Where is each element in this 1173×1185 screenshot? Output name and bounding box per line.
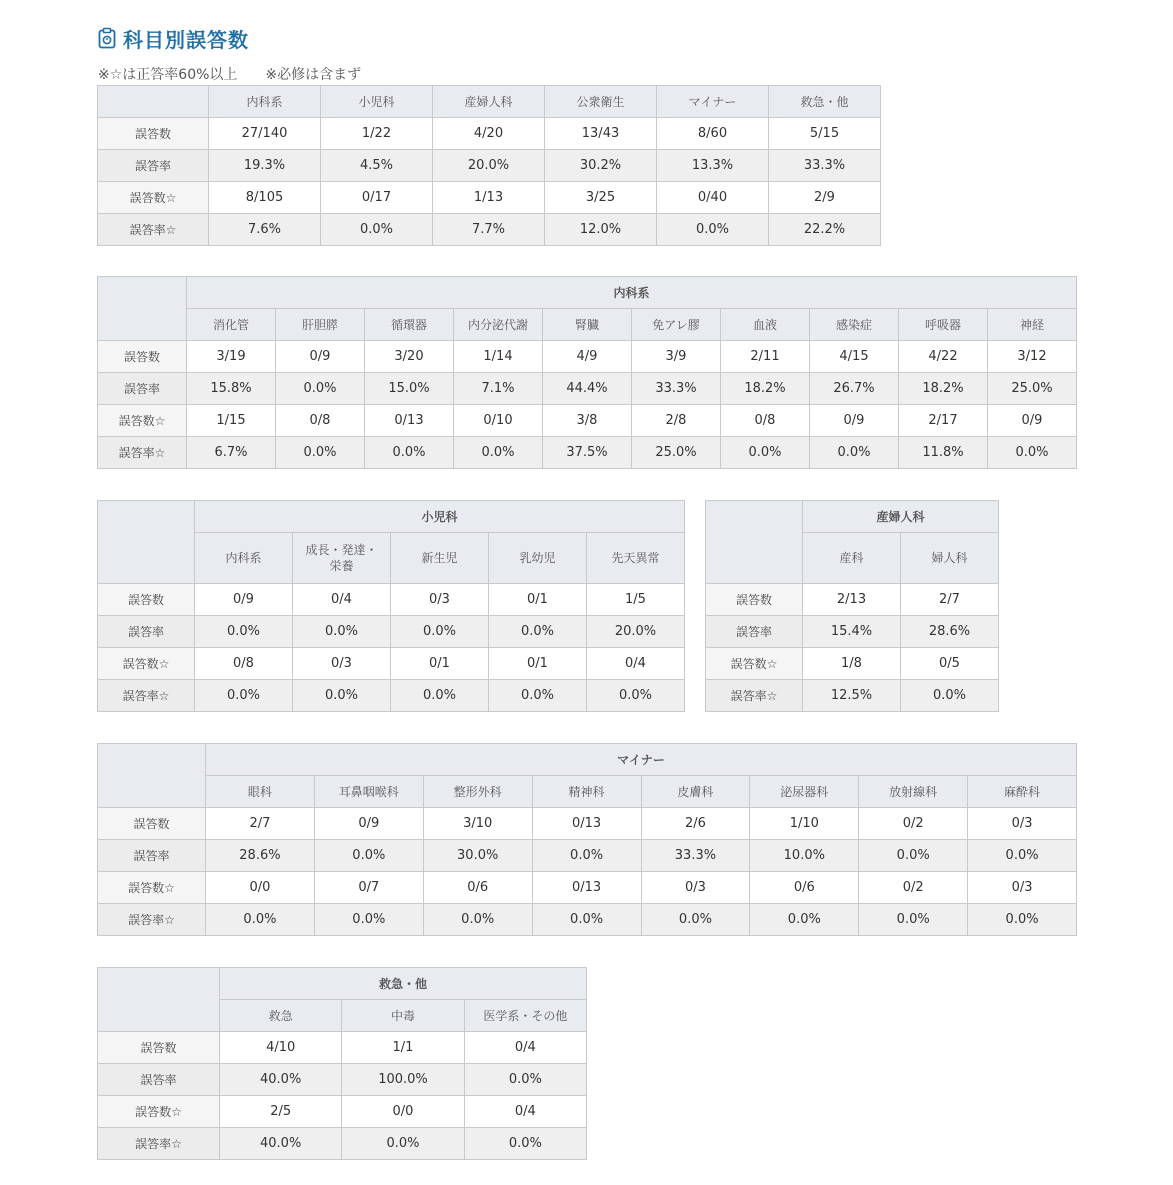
table-cell: 30.2% [545,150,657,182]
row-header: 誤答数☆ [706,648,803,680]
column-header: 神経 [988,309,1077,341]
table-cell: 7.1% [454,373,543,405]
row-header: 誤答率 [98,616,195,648]
table-cell: 0.0% [641,904,750,936]
column-header: 婦人科 [901,533,999,584]
row-header: 誤答率☆ [98,437,187,469]
row-header: 誤答率 [98,1064,220,1096]
table-cell: 0/4 [464,1096,586,1128]
table-cell: 2/8 [632,405,721,437]
corner-cell [98,501,195,584]
table-cell: 13/43 [545,118,657,150]
table-row [98,437,1077,469]
table-row [706,584,999,616]
table-cell: 0/9 [195,584,293,616]
table-cell: 1/13 [433,182,545,214]
column-header: 消化管 [187,309,276,341]
column-header: 感染症 [810,309,899,341]
column-header: 放射線科 [859,776,968,808]
column-header: 血液 [721,309,810,341]
column-header: 内科系 [195,533,293,584]
table-cell: 0/6 [750,872,859,904]
table-row [98,182,881,214]
column-header: 成長・発達・栄養 [293,533,391,584]
column-header: 公衆衛生 [545,86,657,118]
table-cell: 13.3% [657,150,769,182]
table-cell: 0/3 [293,648,391,680]
table-cell: 0/2 [859,808,968,840]
column-header: 免アレ膠 [632,309,721,341]
table-cell: 4.5% [321,150,433,182]
table-cell: 15.0% [365,373,454,405]
table-cell: 0.0% [587,680,685,712]
table-cell: 40.0% [220,1128,342,1160]
table-cell: 8/60 [657,118,769,150]
table-cell: 3/20 [365,341,454,373]
table-row [98,680,685,712]
table-cell: 0/6 [423,872,532,904]
table-cell: 18.2% [721,373,810,405]
table-cell: 0.0% [321,214,433,246]
table-cell: 0/0 [342,1096,464,1128]
table-row [706,648,999,680]
table-cell: 0.0% [293,680,391,712]
column-header: 眼科 [206,776,315,808]
table-cell: 0/8 [276,405,365,437]
table-cell: 0.0% [532,904,641,936]
table-cell: 25.0% [632,437,721,469]
table-cell: 0/17 [321,182,433,214]
table-cell: 0/5 [901,648,999,680]
table-cell: 0.0% [464,1128,586,1160]
table-cell: 0/10 [454,405,543,437]
table-row [706,680,999,712]
table-cell: 1/5 [587,584,685,616]
table-cell: 2/5 [220,1096,342,1128]
table-row [98,214,881,246]
table-cell: 0.0% [276,437,365,469]
row-header: 誤答率☆ [706,680,803,712]
column-header: 肝胆膵 [276,309,365,341]
table-cell: 0.0% [276,373,365,405]
row-header: 誤答数☆ [98,182,209,214]
table-row [98,118,881,150]
table-cell: 15.8% [187,373,276,405]
table-cell: 0/3 [968,808,1077,840]
table-cell: 0.0% [423,904,532,936]
table-cell: 0.0% [968,904,1077,936]
column-header: 産婦人科 [433,86,545,118]
table-cell: 2/7 [206,808,315,840]
table-cell: 1/22 [321,118,433,150]
column-header: 腎臓 [543,309,632,341]
table-cell: 0/8 [721,405,810,437]
table-cell: 6.7% [187,437,276,469]
corner-cell [98,277,187,341]
group-header: 小児科 [195,501,685,533]
table-cell: 0.0% [314,904,423,936]
table-cell: 2/11 [721,341,810,373]
table-row [98,872,1077,904]
table-cell: 0.0% [988,437,1077,469]
table-cell: 18.2% [899,373,988,405]
column-header: 小児科 [321,86,433,118]
table-row [98,373,1077,405]
column-header: 中毒 [342,1000,464,1032]
table-cell: 0.0% [750,904,859,936]
group-header: マイナー [206,744,1077,776]
column-header: 泌尿器科 [750,776,859,808]
table-cell: 2/17 [899,405,988,437]
table-cell: 0/8 [195,648,293,680]
legend-note: ※☆は正答率60%以上 ※必修は含まず [98,67,362,83]
table-cell: 3/9 [632,341,721,373]
table-cell: 3/19 [187,341,276,373]
table-cell: 22.2% [769,214,881,246]
group-header: 内科系 [187,277,1077,309]
corner-cell [98,968,220,1032]
row-header: 誤答数 [98,1032,220,1064]
shoni-table [97,500,685,712]
column-header: 救急・他 [769,86,881,118]
column-header: 救急 [220,1000,342,1032]
table-row [98,840,1077,872]
table-cell: 11.8% [899,437,988,469]
table-cell: 19.3% [209,150,321,182]
naika-table [97,276,1077,469]
table-cell: 26.7% [810,373,899,405]
table-cell: 0/3 [968,872,1077,904]
table-cell: 2/6 [641,808,750,840]
table-cell: 0.0% [314,840,423,872]
table-row [98,405,1077,437]
table-row [98,1096,587,1128]
row-header: 誤答率☆ [98,1128,220,1160]
table-cell: 4/10 [220,1032,342,1064]
row-header: 誤答数 [98,118,209,150]
table-cell: 4/22 [899,341,988,373]
table-cell: 0.0% [810,437,899,469]
table-cell: 1/15 [187,405,276,437]
row-header: 誤答率 [706,616,803,648]
table-cell: 2/9 [769,182,881,214]
row-header: 誤答数☆ [98,648,195,680]
table-cell: 33.3% [632,373,721,405]
table-cell: 20.0% [587,616,685,648]
table-cell: 0/13 [365,405,454,437]
table-cell: 1/14 [454,341,543,373]
group-header: 救急・他 [220,968,587,1000]
column-header: 乳幼児 [489,533,587,584]
table-cell: 0/1 [489,584,587,616]
row-header: 誤答数 [706,584,803,616]
table-row [98,1032,587,1064]
table-cell: 0.0% [859,840,968,872]
row-header: 誤答数 [98,808,206,840]
table-cell: 3/8 [543,405,632,437]
table-cell: 4/15 [810,341,899,373]
column-header: 内分泌代謝 [454,309,543,341]
row-header: 誤答数 [98,341,187,373]
clipboard-icon [98,27,116,49]
table-row [706,616,999,648]
row-header: 誤答数☆ [98,1096,220,1128]
table-cell: 0/1 [489,648,587,680]
table-row [98,616,685,648]
table-cell: 0.0% [657,214,769,246]
table-cell: 0.0% [195,616,293,648]
table-cell: 1/1 [342,1032,464,1064]
table-cell: 0/3 [641,872,750,904]
corner-cell [98,86,209,118]
row-header: 誤答率☆ [98,904,206,936]
table-cell: 3/10 [423,808,532,840]
table-cell: 4/9 [543,341,632,373]
table-cell: 0/9 [276,341,365,373]
table-cell: 2/13 [803,584,901,616]
table-cell: 0/2 [859,872,968,904]
table-cell: 0/0 [206,872,315,904]
table-cell: 0.0% [206,904,315,936]
section-title [98,24,249,52]
column-header: 先天異常 [587,533,685,584]
column-header: 医学系・その他 [464,1000,586,1032]
table-cell: 0.0% [901,680,999,712]
table-cell: 4/20 [433,118,545,150]
column-header: 耳鼻咽喉科 [314,776,423,808]
table-cell: 0/13 [532,808,641,840]
table-cell: 0.0% [489,680,587,712]
table-cell: 20.0% [433,150,545,182]
table-row [98,150,881,182]
minor-table [97,743,1077,936]
table-cell: 0/4 [587,648,685,680]
table-cell: 0.0% [489,616,587,648]
group-header: 産婦人科 [803,501,999,533]
table-cell: 0/9 [988,405,1077,437]
column-header: 皮膚科 [641,776,750,808]
table-cell: 0.0% [464,1064,586,1096]
table-cell: 0.0% [365,437,454,469]
table-row [98,584,685,616]
table-cell: 100.0% [342,1064,464,1096]
row-header: 誤答率 [98,373,187,405]
table-cell: 12.5% [803,680,901,712]
table-cell: 25.0% [988,373,1077,405]
table-cell: 0/40 [657,182,769,214]
column-header: 新生児 [391,533,489,584]
table-cell: 0.0% [968,840,1077,872]
column-header: 循環器 [365,309,454,341]
table-cell: 0/9 [314,808,423,840]
page-title: 科目別誤答数 [123,27,249,52]
column-header: 整形外科 [423,776,532,808]
table-cell: 2/7 [901,584,999,616]
table-cell: 0/9 [810,405,899,437]
summary-table [97,85,881,246]
table-cell: 37.5% [543,437,632,469]
corner-cell [98,744,206,808]
table-cell: 10.0% [750,840,859,872]
table-cell: 0.0% [859,904,968,936]
table-cell: 0/7 [314,872,423,904]
table-row [98,1128,587,1160]
row-header: 誤答数☆ [98,405,187,437]
table-cell: 12.0% [545,214,657,246]
table-cell: 0.0% [454,437,543,469]
column-header: 呼吸器 [899,309,988,341]
table-row [98,341,1077,373]
table-cell: 5/15 [769,118,881,150]
table-cell: 0/13 [532,872,641,904]
table-cell: 1/10 [750,808,859,840]
table-cell: 0.0% [391,680,489,712]
row-header: 誤答数☆ [98,872,206,904]
table-cell: 0.0% [532,840,641,872]
table-cell: 0.0% [342,1128,464,1160]
table-cell: 7.7% [433,214,545,246]
table-cell: 0/4 [293,584,391,616]
table-cell: 33.3% [769,150,881,182]
column-header: マイナー [657,86,769,118]
table-cell: 40.0% [220,1064,342,1096]
table-row [98,808,1077,840]
table-cell: 33.3% [641,840,750,872]
table-cell: 8/105 [209,182,321,214]
table-cell: 0/4 [464,1032,586,1064]
sanfujin-table [705,500,999,712]
row-header: 誤答率☆ [98,680,195,712]
table-cell: 0/3 [391,584,489,616]
row-header: 誤答率 [98,150,209,182]
table-cell: 3/12 [988,341,1077,373]
table-row [98,648,685,680]
table-cell: 0.0% [391,616,489,648]
table-row [98,1064,587,1096]
table-cell: 27/140 [209,118,321,150]
column-header: 精神科 [532,776,641,808]
row-header: 誤答率☆ [98,214,209,246]
table-cell: 0.0% [195,680,293,712]
table-cell: 1/8 [803,648,901,680]
corner-cell [706,501,803,584]
table-cell: 0.0% [721,437,810,469]
row-header: 誤答率 [98,840,206,872]
table-cell: 3/25 [545,182,657,214]
table-cell: 0/1 [391,648,489,680]
column-header: 内科系 [209,86,321,118]
table-cell: 30.0% [423,840,532,872]
table-cell: 28.6% [206,840,315,872]
table-cell: 44.4% [543,373,632,405]
table-row [98,904,1077,936]
table-cell: 0.0% [293,616,391,648]
table-cell: 7.6% [209,214,321,246]
row-header: 誤答数 [98,584,195,616]
table-cell: 15.4% [803,616,901,648]
column-header: 産科 [803,533,901,584]
table-cell: 28.6% [901,616,999,648]
kyukyu-table [97,967,587,1160]
column-header: 麻酔科 [968,776,1077,808]
